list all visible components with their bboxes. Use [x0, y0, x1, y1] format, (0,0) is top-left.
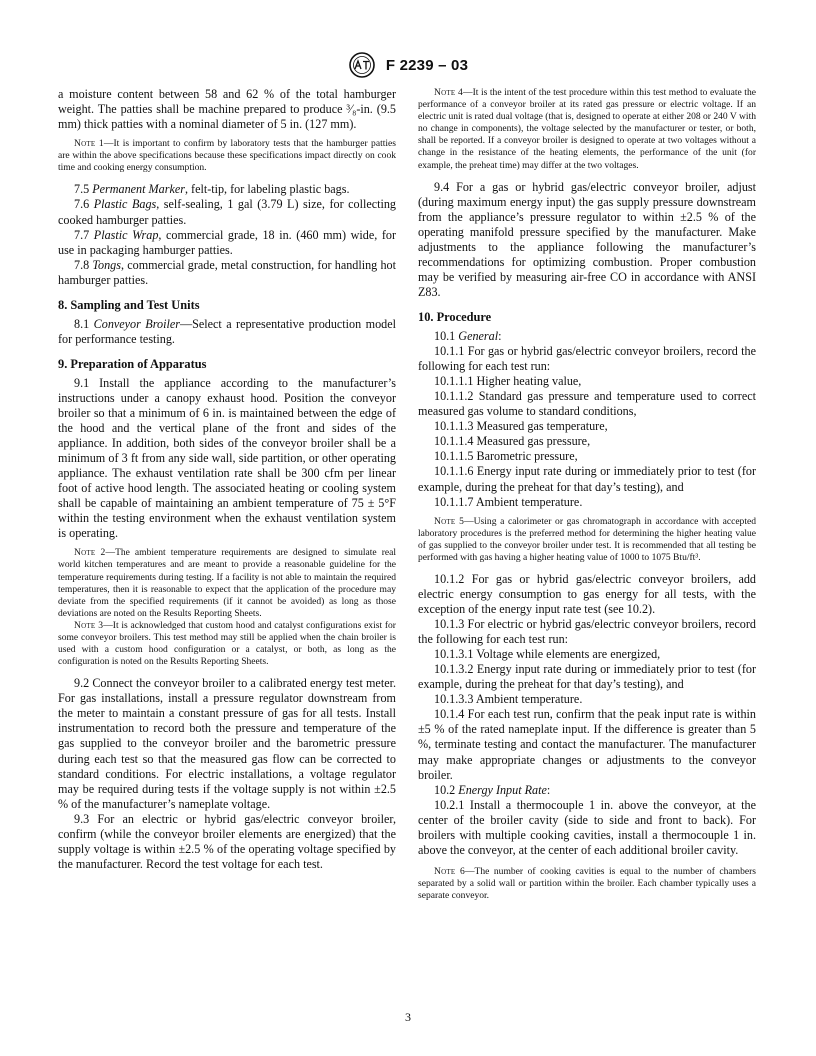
item-text: :	[546, 782, 551, 797]
spacer	[418, 172, 756, 180]
item-text: :	[498, 329, 502, 344]
item-term: General	[458, 329, 499, 344]
note	[58, 138, 396, 174]
item-term: Permanent Marker	[92, 182, 185, 197]
note-label: Note 1	[74, 138, 104, 150]
numbered-item	[58, 317, 396, 347]
paragraph: 10.1.1.6 Energy input rate during or immediately prior to test (for example, during the preheat for that day’s testing), and	[418, 464, 756, 494]
numbered-item	[58, 258, 396, 288]
spacer	[58, 288, 396, 298]
item-number: 7.7	[74, 227, 90, 242]
item-number: 7.6	[74, 197, 90, 212]
note-text: —It is the intent of the test procedure within this test method to evaluate the performance of a conveyor broiler at its rated gas pressure or electric voltage. If an electric unit is rated dual voltage (that is, designed to operate at either 208 or 240 V with no change in components), the voltage selected by the manufacturer or tester, or both, shall be reported. If a conveyor broiler is designed to operate at two voltages without a change in the resistance of the heating elements, the performance of the unit (for example, the preheat time) may differ at the two voltages.	[418, 87, 756, 171]
item-text: , felt-tip, for labeling plastic bags.	[184, 182, 350, 197]
note-label: Note 4	[434, 87, 464, 98]
note-text: —The number of cooking cavities is equal to the number of chambers separated by a solid wall or partition within the broiler. Each chamber typically uses a separate conveyor.	[418, 865, 756, 902]
note-text: —It is important to confirm by laboratory tests that the hamburger patties are within the above specifications because these specifications impact directly on cook time and cooking energy consumption.	[58, 138, 396, 174]
paragraph: 9.2 Connect the conveyor broiler to a calibrated energy test meter. For gas installations, install a pressure regulator downstream from the meter to maintain a constant pressure of gas for all tests. Install instrumentation to record both the pressure and temperature of the gas supplied to the conveyor broiler and the barometric pressure during each test so that the measured gas flow can be corrected to standard conditions. For electric installations, a voltage regulator may be required during tests if the voltage supply is not within ±2.5 % of the manufacturer’s nameplate voltage.	[58, 676, 396, 811]
note	[418, 866, 756, 902]
numbered-item	[418, 783, 756, 798]
numbered-item	[418, 329, 756, 344]
left-column	[58, 87, 396, 872]
note-label: Note 5	[434, 515, 465, 527]
paragraph: 10.1.1.4 Measured gas pressure,	[434, 434, 591, 449]
note-text: —Using a calorimeter or gas chromatograph in accordance with accepted laboratory procedures is the preferred method for determining the higher heating value of gas supplied to the conveyor broiler under test. It is recommended that all testing be performed with gas having a higher heating value of 1000 to 1075 Btu/ft³.	[418, 515, 756, 563]
item-text: , self-sealing, 1 gal (3.79 L) size, for collecting cooked hamburger patties.	[58, 197, 396, 227]
item-number: 7.5	[74, 182, 90, 197]
item-text: —Select a representative production model for performance testing.	[58, 316, 396, 346]
page-number: 3	[405, 1010, 411, 1024]
section-heading: 10. Procedure	[418, 310, 492, 325]
item-text: , commercial grade, 18 in. (460 mm) wide, for use in packaging hamburger patties.	[58, 227, 397, 257]
paragraph: 10.1.3 For electric or hybrid gas/electric conveyor broilers, record the following for each test run:	[418, 617, 756, 647]
paragraph: 10.1.2 For gas or hybrid gas/electric conveyor broilers, add electric energy consumption to gas energy for all tests, with the exception of the energy input rate test (see 10.2).	[418, 571, 756, 617]
section-heading: 8. Sampling and Test Units	[58, 297, 200, 312]
note	[58, 547, 396, 620]
note-label: Note 6	[434, 865, 465, 877]
paragraph: 9.3 For an electric or hybrid gas/electric conveyor broiler, confirm (while the conveyor broiler elements are energized) that the supply voltage is within ±2.5 % of the operating voltage specified by the manufacturer. Record the test voltage for each test.	[58, 811, 396, 871]
note-text: —The ambient temperature requirements are designed to simulate real world kitchen temperatures and are meant to provide a reasonable guideline for the temperature requirements during testing. If a facility is not able to maintain the required temperatures, then it is reasonable to expect that the application of the procedure may deviate from the specified requirements (if it cannot be avoided) as long as those deviations are noted on the Results Reporting Sheets.	[58, 547, 396, 619]
item-number: 10.1	[434, 329, 456, 344]
spacer	[418, 300, 756, 310]
paragraph: 10.1.1 For gas or hybrid gas/electric conveyor broilers, record the following for each test run:	[418, 344, 756, 374]
paragraph: 10.1.1.1 Higher heating value,	[434, 374, 582, 389]
note-text: —It is acknowledged that custom hood and catalyst configurations exist for some conveyor broilers. This test method may still be applied when the chain broiler is used with a custom hood configuration or a catalyst, or both, as long as the configuration is noted on the Results Reporting Sheets.	[58, 619, 396, 668]
numbered-item	[58, 182, 396, 197]
paragraph: a moisture content between 58 and 62 % of the total hamburger weight. The patties shall be machine prepared to produce ³⁄₈-in. (9.5 mm) thick patties with a nominal diameter of 5 in. (127 mm).	[58, 87, 396, 132]
spacer	[418, 564, 756, 572]
paragraph: 9.4 For a gas or hybrid gas/electric conveyor broiler, adjust (during maximum energy input) the gas supply pressure downstream from the appliance’s pressure regulator to within ±2.5 % of the operating manifold pressure specified by the manufacturer. Make adjustments to the appliance following the manufacturer’s recommendations for optimizing combustion. Proper combustion may be verified by measuring air-free CO in accordance with ANSI Z83.	[418, 179, 756, 299]
paragraph: 10.1.3.2 Energy input rate during or immediately prior to test (for example, during the preheat for that day’s testing), and	[418, 662, 756, 692]
item-number: 8.1	[74, 316, 90, 331]
item-term: Tongs	[92, 257, 121, 272]
paragraph: 10.1.3.3 Ambient temperature.	[434, 692, 583, 707]
note	[58, 620, 396, 668]
item-term: Conveyor Broiler	[93, 316, 180, 331]
spacer	[58, 347, 396, 357]
document-id: F 2239 – 03	[385, 56, 469, 74]
note-label: Note 3	[74, 619, 104, 631]
spacer	[418, 858, 756, 866]
paragraph: 10.1.4 For each test run, confirm that the peak input rate is within ±5 % of the rated nameplate input. If the difference is greater than 5 %, terminate testing and contact the manufacturer. The manufacturer may make appropriate changes or adjustments to the conveyor broiler.	[418, 707, 756, 782]
paragraph: 10.1.3.1 Voltage while elements are energized,	[434, 647, 661, 662]
item-number: 7.8	[74, 257, 90, 272]
item-number: 10.2	[434, 782, 456, 797]
spacer	[58, 174, 396, 182]
paragraph: 10.1.1.5 Barometric pressure,	[434, 449, 578, 464]
paragraph: 10.1.1.7 Ambient temperature.	[434, 494, 583, 509]
item-term: Energy Input Rate	[458, 782, 547, 797]
numbered-item	[58, 197, 396, 227]
numbered-item	[58, 228, 396, 258]
document-header	[0, 52, 816, 80]
right-column	[418, 87, 756, 902]
item-term: Plastic Wrap	[93, 227, 159, 242]
note	[418, 516, 756, 564]
paragraph: 10.1.1.2 Standard gas pressure and temperature used to correct measured gas volume to standard conditions,	[418, 389, 756, 419]
spacer	[58, 668, 396, 676]
astm-logo-icon	[348, 52, 376, 78]
note-label: Note 2	[74, 547, 106, 559]
paragraph: 10.2.1 Install a thermocouple 1 in. above the conveyor, at the center of the broiler cavity (side to side and front to back). For broilers with multiple cooking cavities, install a thermocouple 1 in. above the conveyor, at the center of each additional broiler cavity.	[418, 797, 756, 857]
item-term: Plastic Bags	[93, 197, 157, 212]
note	[418, 87, 756, 172]
paragraph: 9.1 Install the appliance according to the manufacturer’s instructions under a canopy exhaust hood. Position the conveyor broiler so that a minimum of 6 in. is maintained between the edge of the hood and the vertical plane of the front and sides of the appliance. In addition, both sides of the conveyor broiler shall be a minimum of 3 ft from any side wall, side partition, or other operating appliance. The exhaust ventilation rate shall be 300 cfm per linear foot of active hood length. The associated heating or cooling system shall be capable of maintaining an ambient temperature of 75 ± 5°F within the testing environment when the exhaust ventilation system is operating.	[58, 375, 396, 541]
item-text: , commercial grade, metal construction, for handling hot hamburger patties.	[58, 257, 396, 287]
paragraph: 10.1.1.3 Measured gas temperature,	[434, 419, 608, 434]
section-heading: 9. Preparation of Apparatus	[58, 356, 207, 371]
